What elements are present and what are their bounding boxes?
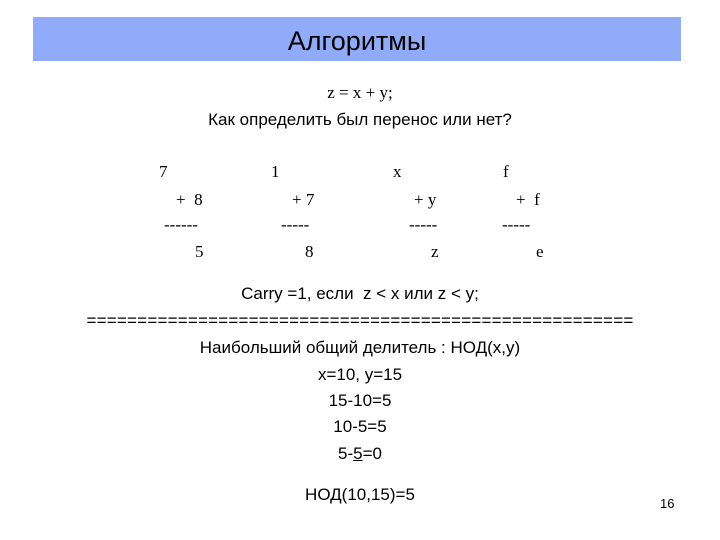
formula-line: z = x + y; bbox=[327, 83, 393, 102]
example-4-result: e bbox=[536, 242, 544, 261]
page-number: 16 bbox=[660, 496, 675, 511]
example-1-operand-a: 7 bbox=[159, 162, 168, 181]
carry-question: Как определить был перенос или нет? bbox=[208, 110, 512, 129]
gcd-step-3-prefix: 5- bbox=[338, 444, 354, 463]
title-bar bbox=[33, 17, 681, 61]
example-1-operand-b: + 8 bbox=[176, 190, 203, 209]
example-2-result: 8 bbox=[305, 242, 314, 261]
example-3-operand-b: + y bbox=[414, 190, 437, 209]
example-2-operand-b: + 7 bbox=[292, 190, 315, 209]
example-3-operand-a: x bbox=[393, 162, 402, 181]
gcd-result: НОД(10,15)=5 bbox=[305, 485, 415, 504]
gcd-title: Наибольший общий делитель : НОД(x,y) bbox=[199, 338, 521, 357]
gcd-step-3-underlined: 5 bbox=[353, 444, 363, 463]
example-3-result: z bbox=[431, 242, 439, 261]
example-1-result: 5 bbox=[195, 242, 204, 261]
gcd-values: x=10, y=15 bbox=[317, 365, 403, 384]
separator-line: ====================================================== bbox=[86, 311, 634, 330]
example-4-operand-a: f bbox=[503, 162, 509, 181]
example-4-operand-b: + f bbox=[516, 190, 540, 209]
carry-rule: Carry =1, если z < x или z < y; bbox=[241, 284, 479, 303]
gcd-step-3 bbox=[0, 444, 720, 464]
example-3-divider: ----- bbox=[409, 215, 438, 234]
slide-title: Алгоритмы bbox=[287, 26, 427, 56]
example-1-divider: ------ bbox=[164, 215, 198, 234]
example-4-divider: ----- bbox=[502, 215, 531, 234]
example-2-operand-a: 1 bbox=[271, 162, 280, 181]
gcd-step-2: 10-5=5 bbox=[333, 417, 387, 436]
gcd-step-1: 15-10=5 bbox=[328, 391, 392, 410]
gcd-step-3-suffix: =0 bbox=[362, 444, 382, 463]
example-2-divider: ----- bbox=[281, 215, 310, 234]
